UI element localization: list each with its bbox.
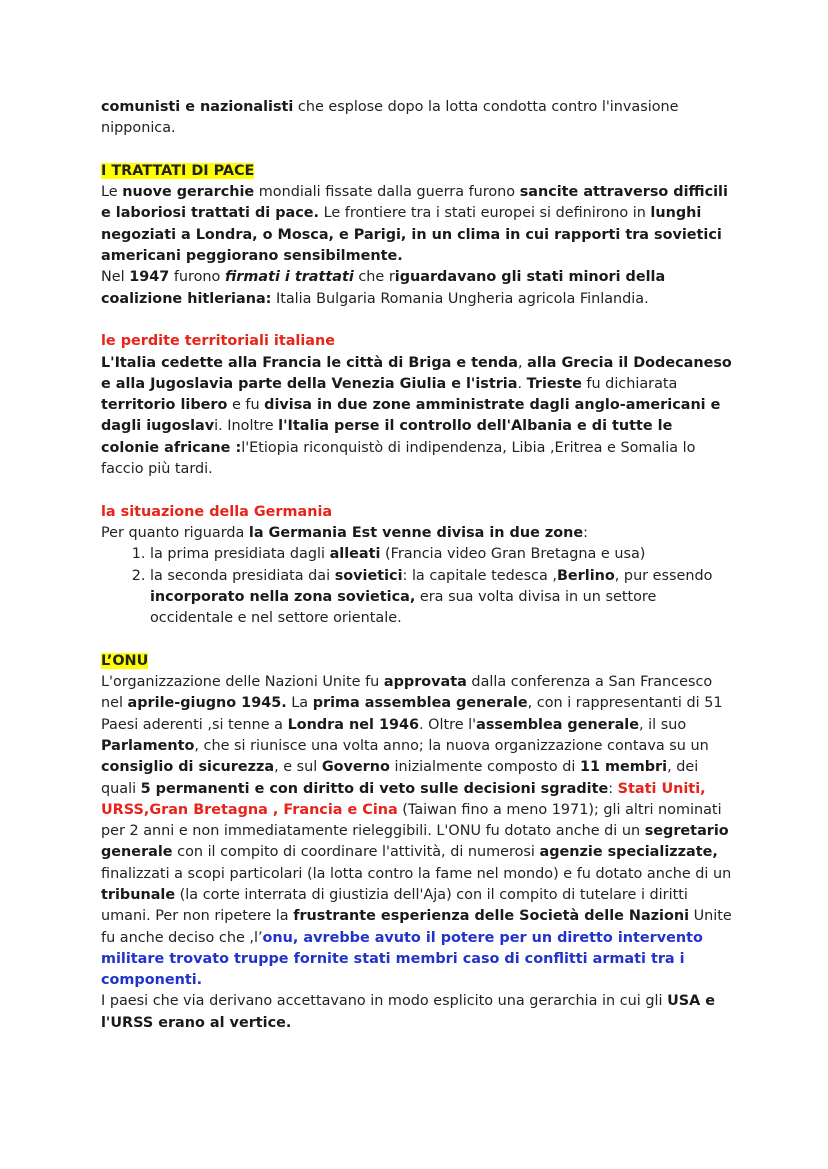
- bold-text: consiglio di sicurezza: [101, 759, 275, 776]
- text: con il compito di coordinare l'attività, di numerosi: [172, 844, 540, 861]
- bold-text: alleati: [329, 546, 381, 563]
- germania-zones-list: [101, 544, 733, 629]
- spacer: [101, 140, 733, 161]
- text: Unite fu anche deciso che ,l’: [101, 908, 732, 946]
- text: Nel: [101, 269, 130, 286]
- bold-text: assemblea generale: [476, 716, 639, 733]
- bold-text: sovietici: [334, 567, 403, 584]
- trattati-paragraph-2: [101, 267, 733, 310]
- text: :: [583, 524, 588, 541]
- text: era sua volta divisa in un settore occidentale e nel settore orientale.: [150, 588, 657, 627]
- text: , dei quali: [101, 759, 699, 797]
- text: : la capitale tedesca ,: [402, 567, 557, 584]
- onu-paragraph-2: [101, 991, 733, 1034]
- bold-text: agenzie specializzate,: [539, 844, 718, 861]
- bold-text: nuove gerarchie: [122, 184, 255, 201]
- text: , e sul: [274, 759, 322, 776]
- bold-text: Berlino: [556, 567, 615, 584]
- blue-text: onu, avrebbe avuto il potere per un diretto intervento militare trovato truppe fornite stati membri caso di conflitti armati tra i componenti.: [101, 929, 703, 989]
- perdite-paragraph: [101, 353, 733, 481]
- text: che r: [353, 269, 395, 286]
- text: , il suo: [639, 716, 687, 733]
- text: l'Etiopia riconquistò di indipendenza, Libia ,Eritrea e Somalia lo faccio più tardi.: [101, 439, 696, 478]
- bold-italic-text: firmati i trattati: [224, 269, 354, 286]
- bold-text: prima assemblea generale: [312, 695, 528, 712]
- onu-paragraph-1: [101, 672, 733, 991]
- bold-text: Governo: [321, 759, 390, 776]
- intro-paragraph: [101, 97, 733, 140]
- highlighted-heading: I TRATTATI DI PACE: [101, 162, 255, 179]
- bold-text: iguardavano gli stati minori della coalizione hitleriana:: [101, 269, 666, 307]
- text: Per quanto riguarda: [101, 524, 249, 541]
- bold-text: divisa in due zone amministrate dagli anglo-americani e dagli iugoslav: [101, 397, 721, 435]
- bold-text: USA e l'URSS erano al vertice.: [101, 993, 716, 1031]
- text: L'organizzazione delle Nazioni Unite fu: [101, 674, 384, 691]
- bold-text: Londra nel 1946: [287, 716, 419, 733]
- text: Italia Bulgaria Romania Ungheria agricola Finlandia.: [271, 290, 649, 307]
- highlighted-heading: L’ONU: [101, 652, 149, 669]
- text: inizialmente composto di: [389, 759, 580, 776]
- red-heading: le perdite territoriali italiane: [101, 333, 335, 350]
- bold-text: 11 membri: [579, 759, 668, 776]
- text: fu dichiarata: [581, 375, 678, 392]
- bold-text: segretario generale: [101, 823, 729, 861]
- section-heading-perdite: [101, 331, 733, 352]
- text: Le: [101, 184, 123, 201]
- bold-text: Trieste: [526, 375, 582, 392]
- text: .: [517, 375, 527, 392]
- text: (la corte interrata di giustizia dell'Aja) con il compito di tutelare i diritti umani. Per non ripetere la: [101, 886, 688, 925]
- text: :: [608, 780, 618, 797]
- bold-text: incorporato nella zona sovietica,: [150, 588, 416, 605]
- text: la seconda presidiata dai: [150, 567, 335, 584]
- text: finalizzati a scopi particolari (la lotta contro la fame nel mondo) e fu dotato anche di un: [101, 865, 732, 882]
- spacer: [101, 629, 733, 650]
- text: , pur essendo: [614, 567, 713, 584]
- bold-text: L'Italia cedette alla Francia le città di Briga e tenda: [101, 354, 519, 371]
- text: la prima presidiata dagli: [150, 546, 330, 563]
- text: che esplose dopo la lotta condotta contro l'invasione nipponica.: [101, 99, 679, 137]
- spacer: [101, 310, 733, 331]
- text: (Francia video Gran Bretagna e usa): [380, 546, 646, 563]
- text: furono: [169, 269, 225, 286]
- bold-text: tribunale: [101, 886, 176, 903]
- text: Le frontiere tra i stati europei si definirono in: [319, 205, 651, 222]
- bold-text: 1947: [129, 269, 170, 286]
- text: I paesi che via derivano accettavano in modo esplicito una gerarchia in cui gli: [101, 993, 668, 1010]
- red-heading: la situazione della Germania: [101, 503, 333, 520]
- section-heading-onu: [101, 651, 733, 672]
- bold-text: approvata: [383, 674, 467, 691]
- text: , con i rappresentanti di 51 Paesi aderenti ,si tenne a: [101, 695, 723, 733]
- bold-text: la Germania Est venne divisa in due zone: [248, 524, 584, 541]
- section-heading-germania: [101, 502, 733, 523]
- bold-text: comunisti e nazionalisti: [101, 99, 294, 115]
- text: . Oltre l': [419, 716, 477, 733]
- bold-text: l'Italia perse il controllo dell'Albania e di tutte le colonie africane :: [101, 418, 673, 456]
- text: dalla conferenza a San Francesco nel: [101, 674, 713, 712]
- text: La: [286, 695, 313, 712]
- bold-text: lunghi negoziati a Londra, o Mosca, e Parigi, in un clima in cui rapporti tra sovietici americani peggiorano sensibilmente.: [101, 205, 722, 265]
- text: mondiali fissate dalla guerra furono: [254, 184, 520, 201]
- text: e fu: [227, 397, 265, 414]
- text: i. Inoltre: [214, 418, 279, 435]
- trattati-paragraph-1: [101, 182, 733, 267]
- red-text: Stati Uniti, URSS,Gran Bretagna , Francia e Cina: [101, 780, 706, 818]
- spacer: [101, 480, 733, 501]
- bold-text: alla Grecia il Dodecaneso e alla Jugoslavia parte della Venezia Giulia e l'istria: [101, 354, 732, 392]
- bold-text: frustrante esperienza delle Società delle Nazioni: [293, 908, 690, 925]
- bold-text: territorio libero: [101, 397, 228, 414]
- text: (Taiwan fino a meno 1971); gli altri nominati per 2 anni e non immediatamente rieleggibili. L'ONU fu dotato anche di un: [101, 801, 722, 840]
- bold-text: 5 permanenti e con diritto di veto sulle decisioni sgradite: [140, 780, 609, 797]
- bold-text: aprile-giugno 1945.: [127, 695, 287, 712]
- list-item: [150, 566, 733, 630]
- list-item: [150, 544, 733, 565]
- text: , che si riunisce una volta anno; la nuova organizzazione contava su un: [194, 737, 709, 754]
- section-heading-trattati: [101, 161, 733, 182]
- document-body: [101, 97, 733, 1034]
- bold-text: sancite attraverso difficili e laboriosi trattati di pace.: [101, 184, 728, 222]
- bold-text: Parlamento: [101, 737, 195, 754]
- germania-intro: [101, 523, 733, 544]
- text: ,: [518, 354, 528, 371]
